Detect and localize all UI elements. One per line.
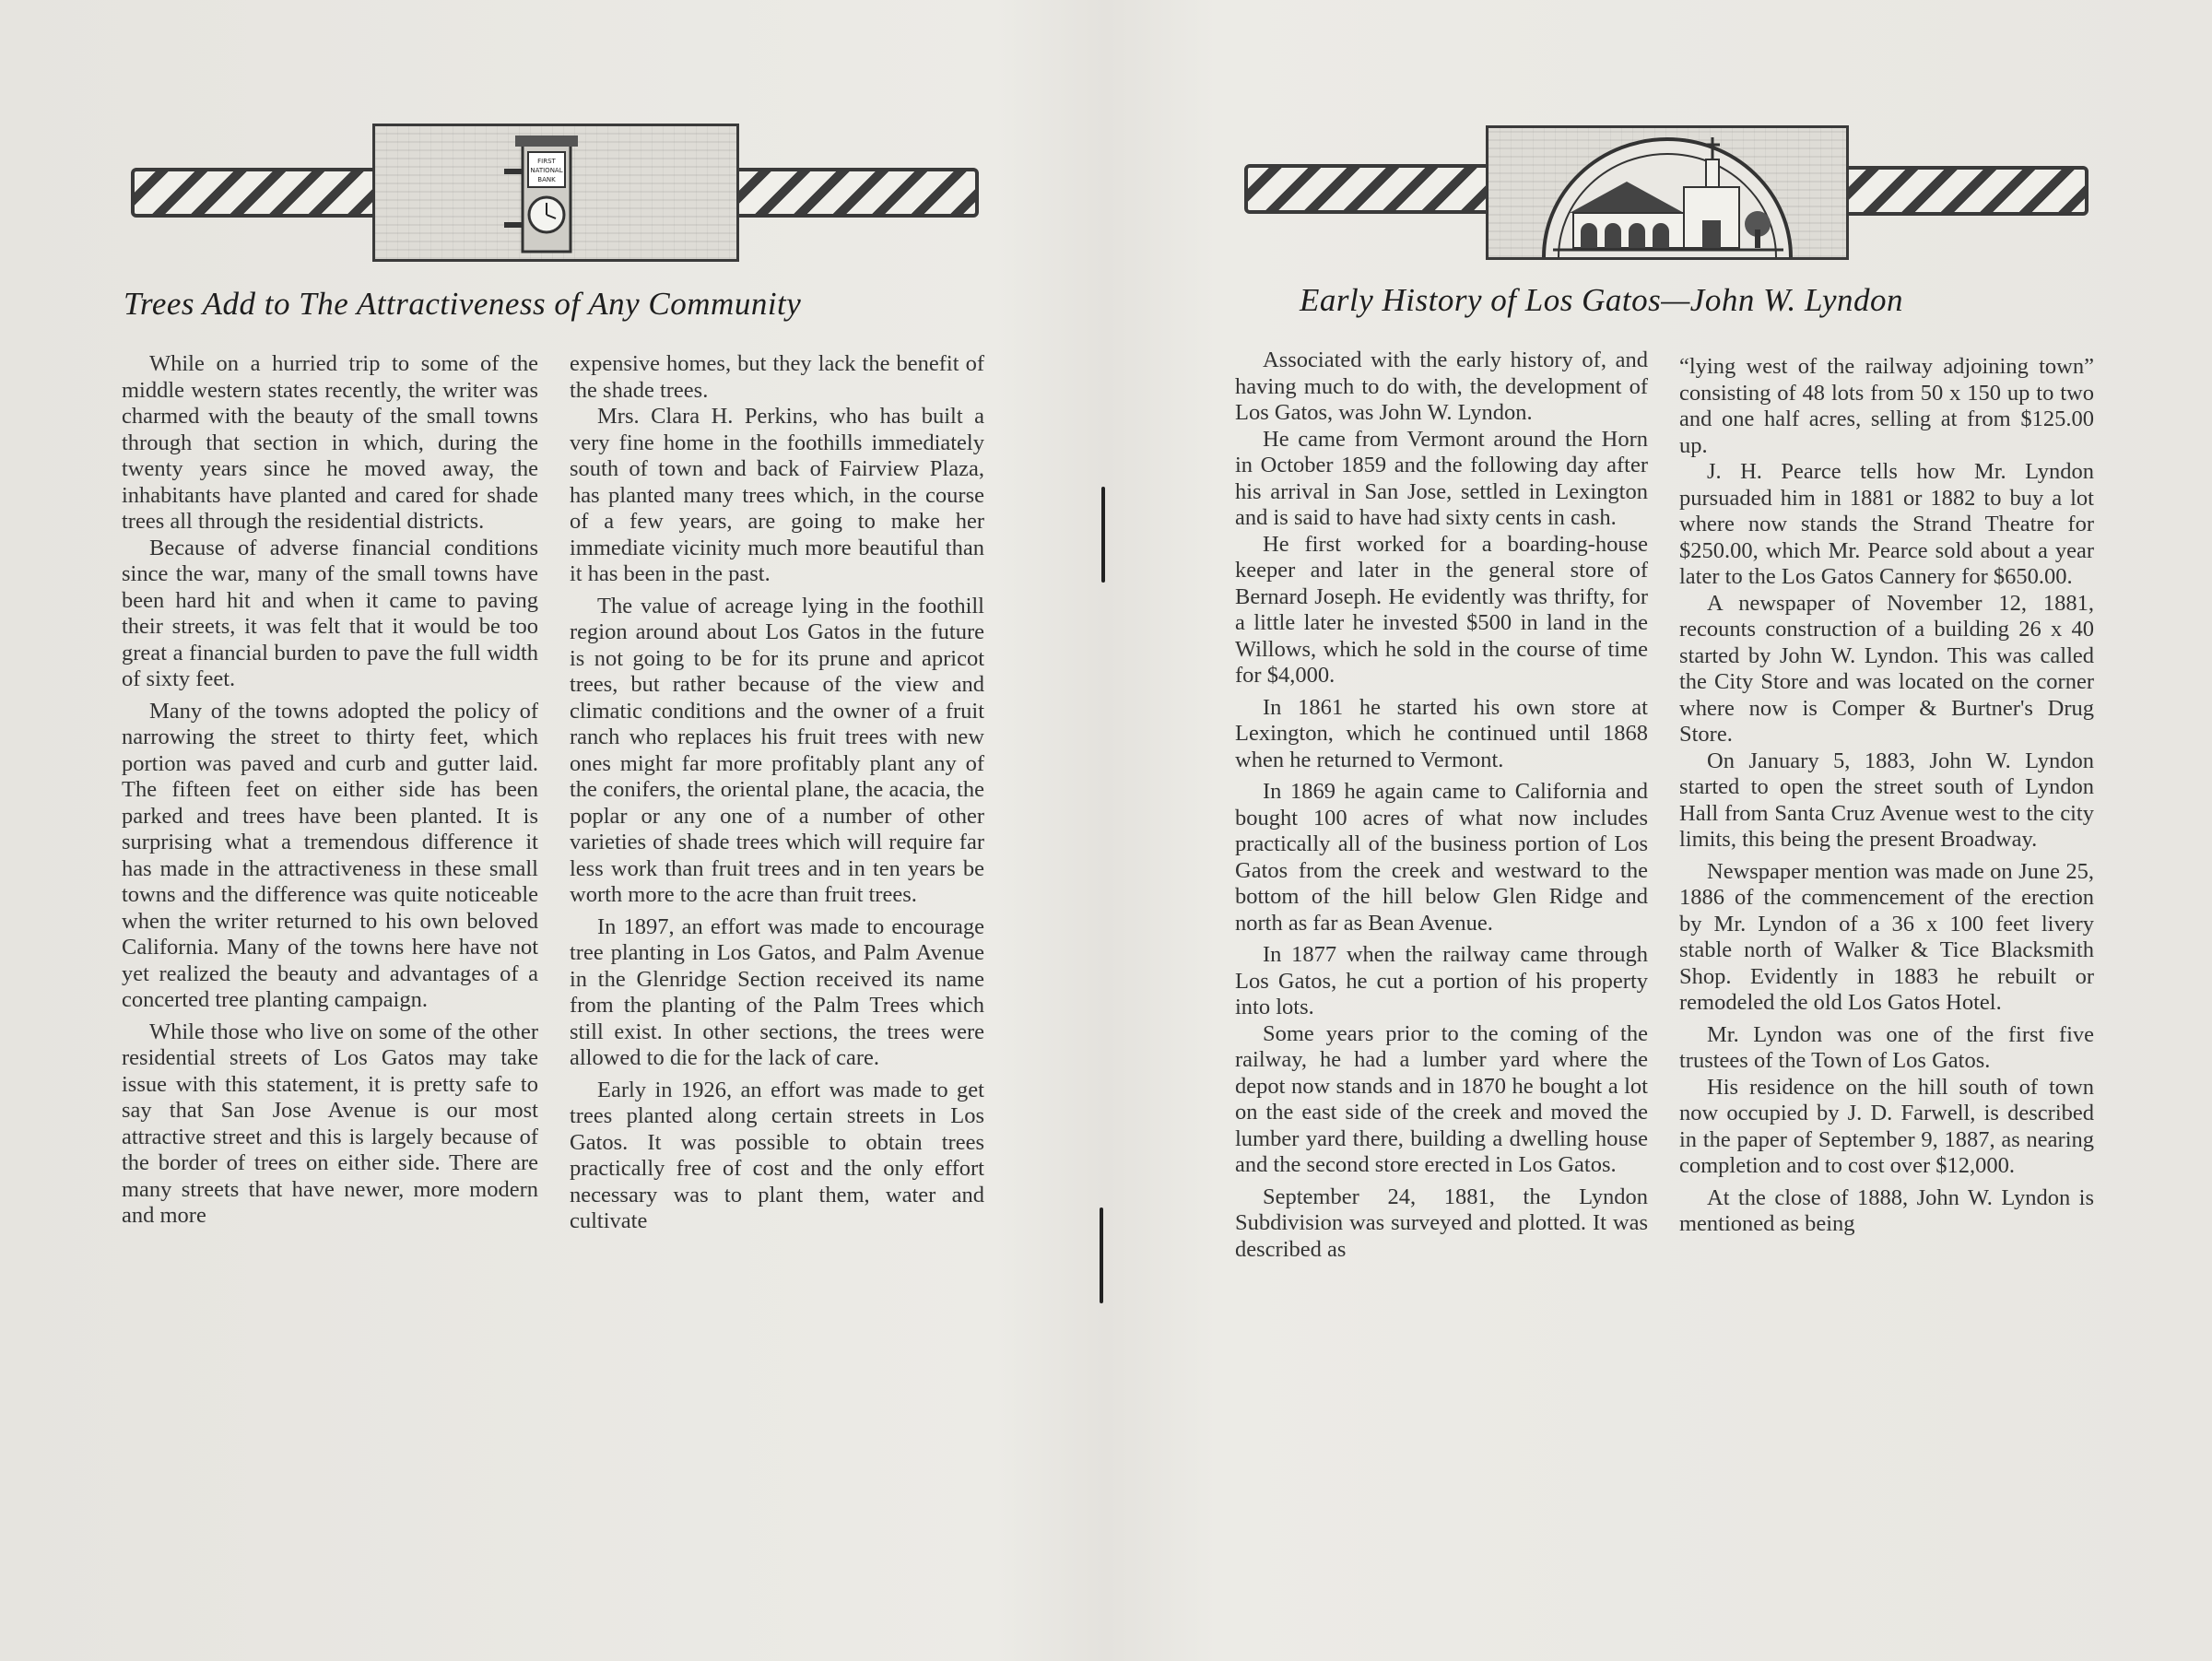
right-page-title: Early History of Los Gatos—John W. Lyndon	[1300, 282, 1903, 318]
paragraph: The value of acreage lying in the foothill region around about Los Gatos in the future is not going to be for its prune and apricot trees, but rather because of the view and climatic conditions and the owner of a fruit ranch who replaces his fruit trees with new ones might far more profitably plant any of the conifers, the oriental plane, the acacia, the poplar or any one of a number of other varieties of shade trees which will require far less work than fruit trees and in ten years be worth more to the acre than fruit trees.	[570, 593, 984, 907]
rope-ornament-right	[1841, 166, 2088, 216]
paragraph: Associated with the early history of, and having much to do with, the development of Los Gatos, was John W. Lyndon.	[1235, 348, 1648, 425]
svg-text:BANK: BANK	[537, 176, 556, 183]
right-page	[1106, 0, 2212, 1661]
paragraph: While on a hurried trip to some of the middle western states recently, the writer was charmed with the beauty of the small towns through that section in which, during the twenty years since he moved away, the inhabitants have planted and cared for shade trees all through the residential districts.	[122, 351, 538, 534]
paragraph: Some years prior to the coming of the railway, he had a lumber yard where the depot now stands and in 1870 he bought a lot on the east side of the creek and moved the lumber yard there, building a dwelling house and the second store erected in Los Gatos.	[1235, 1020, 1648, 1177]
svg-text:NATIONAL: NATIONAL	[530, 167, 563, 174]
rope-ornament-left	[131, 168, 380, 218]
paragraph: Many of the towns adopted the policy of narrowing the street to thirty feet, which portion was paved and curb and gutter laid. The fifteen feet on either side has been parked and trees have been planted. It is surprising what a tremendous difference it has made in the attractiveness in these small towns and the difference was quite noticeable when the writer returned to his own beloved California. Many of the towns here have not yet realized the beauty and advantages of a concerted tree planting campaign.	[122, 698, 538, 1012]
paragraph: On January 5, 1883, John W. Lyndon started to open the street south of Lyndon Hall from Santa Cruz Avenue west to the city limits, this being the present Broadway.	[1679, 748, 2094, 852]
left-column-1	[122, 351, 538, 1230]
paragraph: He came from Vermont around the Horn in October 1859 and the following day after his arrival in San Jose, settled in Lexington and is said to have had sixty cents in cash.	[1235, 426, 1648, 530]
paragraph: Newspaper mention was made on June 25, 1886 of the commencement of the erection by Mr. Lyndon of a 36 x 100 feet livery stable north of Walker & Tice Blacksmith Shop. Evidently in 1883 he rebuilt or remodeled the old Los Gatos Hotel.	[1679, 858, 2094, 1015]
rope-ornament-left	[1244, 164, 1493, 214]
binding-stitch-top	[1101, 487, 1105, 583]
left-column-2	[570, 351, 984, 1235]
mission-building-icon	[1488, 128, 1846, 257]
rope-ornament-right	[734, 168, 979, 218]
paragraph: expensive homes, but they lack the benefit of the shade trees.	[570, 351, 984, 403]
paragraph: In 1861 he started his own store at Lexington, which he continued until 1868 when he returned to Vermont.	[1235, 694, 1648, 772]
paragraph: Early in 1926, an effort was made to get trees planted along certain streets in Los Gatos. It was possible to obtain trees practically free of cost and the only effort necessary was to plant them, water and cultivate	[570, 1077, 984, 1233]
paragraph: Mr. Lyndon was one of the first five trustees of the Town of Los Gatos.	[1679, 1021, 2094, 1073]
binding-stitch-bottom	[1100, 1207, 1103, 1303]
bank-clock-vignette	[372, 124, 739, 262]
paragraph: While those who live on some of the other residential streets of Los Gatos may take issue with this statement, it is pretty safe to say that San Jose Avenue is our most attractive street and this is largely because of the border of trees on either side. There are many streets that have newer, more modern and more	[122, 1019, 538, 1228]
paragraph: In 1877 when the railway came through Los Gatos, he cut a portion of his property into lots.	[1235, 942, 1648, 1019]
bank-clock-icon	[375, 126, 736, 259]
paragraph: His residence on the hill south of town now occupied by J. D. Farwell, is described in the paper of September 9, 1887, as nearing completion and to cost over $12,000.	[1679, 1074, 2094, 1178]
paragraph: In 1869 he again came to California and bought 100 acres of what now includes practically all of the business portion of Los Gatos from the creek and westward to the bottom of the hill below Glen Ridge and north as far as Bean Avenue.	[1235, 779, 1648, 936]
paragraph: A newspaper of November 12, 1881, recounts construction of a building 26 x 40 started by John W. Lyndon. This was called the City Store and was located on the corner where now is Comper & Burtner's Drug Store.	[1679, 590, 2094, 747]
svg-text:FIRST: FIRST	[537, 158, 556, 165]
paragraph: In 1897, an effort was made to encourage tree planting in Los Gatos, and Palm Avenue in the Glenridge Section received its name from the planting of the Palm Trees which still exist. In other sections, the trees were allowed to die for the lack of care.	[570, 913, 984, 1070]
right-column-2	[1679, 354, 2094, 1238]
mission-vignette	[1486, 125, 1849, 260]
paragraph: Because of adverse financial conditions since the war, many of the small towns have been hard hit and when it came to paving their streets, it was felt that it would be too great a financial burden to pave the full width of sixty feet.	[122, 535, 538, 691]
paragraph: “lying west of the railway adjoining town” consisting of 48 lots from 50 x 150 up to two and one half acres, selling at from $125.00 up.	[1679, 354, 2094, 458]
paragraph: September 24, 1881, the Lyndon Subdivision was surveyed and plotted. It was described as	[1235, 1184, 1648, 1262]
paragraph: Mrs. Clara H. Perkins, who has built a very fine home in the foothills immediately south of town and back of Fairview Plaza, has planted many trees which, in the course of a few years, are going to make her immediate vicinity much more beautiful than it has been in the past.	[570, 404, 984, 586]
paragraph: J. H. Pearce tells how Mr. Lyndon pursuaded him in 1881 or 1882 to buy a lot where now stands the Strand Theatre for $250.00, which Mr. Pearce sold about a year later to the Los Gatos Cannery for $650.00.	[1679, 459, 2094, 589]
paragraph: At the close of 1888, John W. Lyndon is mentioned as being	[1679, 1184, 2094, 1236]
right-column-1	[1235, 348, 1648, 1263]
left-page-title: Trees Add to The Attractiveness of Any Community	[124, 286, 802, 322]
paragraph: He first worked for a boarding-house keeper and later in the general store of Bernard Joseph. He evidently was thrifty, for a little later he invested $500 in land in the Willows, which he sold in the course of time for $4,000.	[1235, 531, 1648, 688]
